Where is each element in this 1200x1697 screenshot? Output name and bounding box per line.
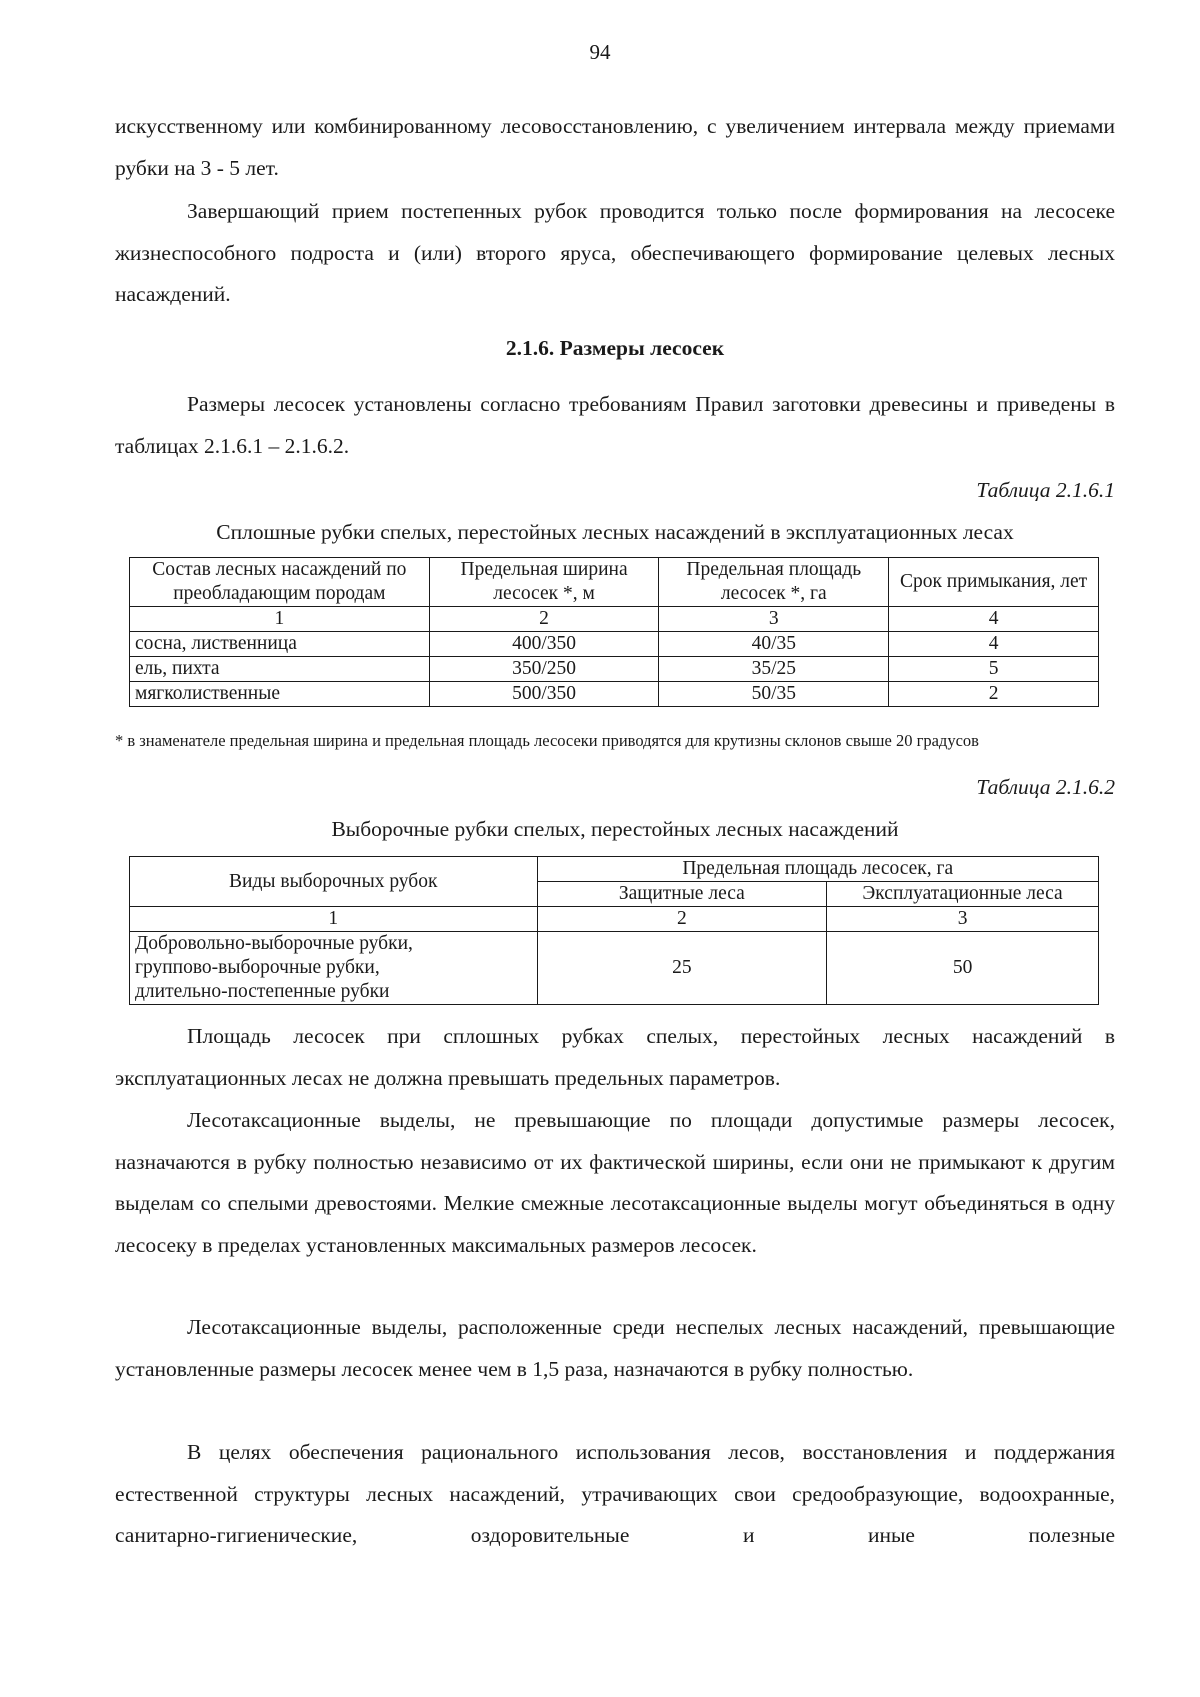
column-number: 1 (130, 607, 430, 632)
cell-width: 350/250 (429, 657, 659, 682)
column-number: 2 (429, 607, 659, 632)
cutting-type: группово-выборочные рубки, (135, 957, 380, 978)
table-row (130, 932, 1099, 1005)
cell-cutting-types (130, 932, 538, 1005)
paragraph-sizes: Размеры лесосек установлены согласно требованиям Правил заготовки древесины и приведены в таблицах 2.1.6.1 – 2.1.6.2. (115, 392, 1115, 458)
header-cell: Срок примыкания, лет (889, 558, 1099, 607)
cell-area: 40/35 (659, 632, 889, 657)
page-number: 94 (589, 40, 611, 64)
cell-area: 50/35 (659, 682, 889, 707)
header-cell: Виды выборочных рубок (130, 857, 538, 907)
table1-caption: Сплошные рубки спелых, перестойных лесных насаждений в эксплуатационных лесах (216, 520, 1014, 544)
cell-width: 500/350 (429, 682, 659, 707)
paragraph-intro-2: Завершающий прием постепенных рубок проводится только после формирования на лесосеке жизнеспособного подроста и (или) второго яруса, обеспечивающего формирование целевых лесных насаждений. (115, 199, 1115, 306)
table1-label: Таблица 2.1.6.1 (976, 478, 1115, 502)
paragraph-purpose: В целях обеспечения рационального использования лесов, восстановления и поддержания естественной структуры лесных насаждений, утрачивающих свои средообразующие, водоохранные, санитарно-гигиенические, оздоровительные и иные полезные (115, 1440, 1115, 1547)
column-number: 3 (659, 607, 889, 632)
cutting-type: длительно-постепенные рубки (135, 981, 390, 1002)
table-header-row (130, 857, 1099, 882)
cell-protective-area: 25 (537, 932, 827, 1005)
header-cell: Защитные леса (537, 882, 827, 907)
table-selective-cutting (129, 856, 1099, 1005)
paragraph-area: Площадь лесосек при сплошных рубках спелых, перестойных лесных насаждений в эксплуатационных лесах не должна превышать предельных параметров. (115, 1024, 1115, 1090)
header-cell: Предельная площадь лесосек, га (537, 857, 1099, 882)
header-cell: Предельная площадь лесосек *, га (659, 558, 889, 607)
table2-label: Таблица 2.1.6.2 (976, 775, 1115, 799)
cell-area: 35/25 (659, 657, 889, 682)
table-row (130, 632, 1099, 657)
cell-term: 4 (889, 632, 1099, 657)
table-row (130, 657, 1099, 682)
header-cell: Эксплуатационные леса (827, 882, 1099, 907)
paragraph-allotments-2: Лесотаксационные выделы, расположенные среди неспелых лесных насаждений, превышающие установленные размеры лесосек менее чем в 1,5 раза, назначаются в рубку полностью. (115, 1315, 1115, 1381)
column-number: 4 (889, 607, 1099, 632)
cutting-type: Добровольно-выборочные рубки, (135, 933, 413, 954)
table-row (130, 682, 1099, 707)
paragraph-intro-1: искусственному или комбинированному лесовосстановлению, с увеличением интервала между приемами рубки на 3 - 5 лет. (115, 114, 1115, 180)
cell-term: 2 (889, 682, 1099, 707)
column-number: 3 (827, 907, 1099, 932)
cell-width: 400/350 (429, 632, 659, 657)
table-number-row (130, 607, 1099, 632)
table-header-row (130, 558, 1099, 607)
cell-species: мягколиственные (130, 682, 430, 707)
cell-term: 5 (889, 657, 1099, 682)
header-cell: Состав лесных насаждений по преобладающим породам (130, 558, 430, 607)
table-number-row (130, 907, 1099, 932)
column-number: 2 (537, 907, 827, 932)
paragraph-allotments-1: Лесотаксационные выделы, не превышающие по площади допустимые размеры лесосек, назначаются в рубку полностью независимо от их фактической ширины, если они не примыкают к другим выделам со спелыми древостоями. Мелкие смежные лесотаксационные выделы могут объединяться в одну лесосеку в пределах установленных максимальных размеров лесосек. (115, 1108, 1115, 1257)
cell-species: ель, пихта (130, 657, 430, 682)
header-cell: Предельная ширина лесосек *, м (429, 558, 659, 607)
table2-caption: Выборочные рубки спелых, перестойных лесных насаждений (331, 817, 899, 841)
cell-species: сосна, лиственница (130, 632, 430, 657)
column-number: 1 (130, 907, 538, 932)
table-clear-cutting (129, 557, 1099, 707)
table1-footnote: * в знаменателе предельная ширина и предельная площадь лесосеки приводятся для крутизны склонов свыше 20 градусов (115, 731, 979, 750)
cell-exploitation-area: 50 (827, 932, 1099, 1005)
section-heading: 2.1.6. Размеры лесосек (505, 336, 725, 360)
